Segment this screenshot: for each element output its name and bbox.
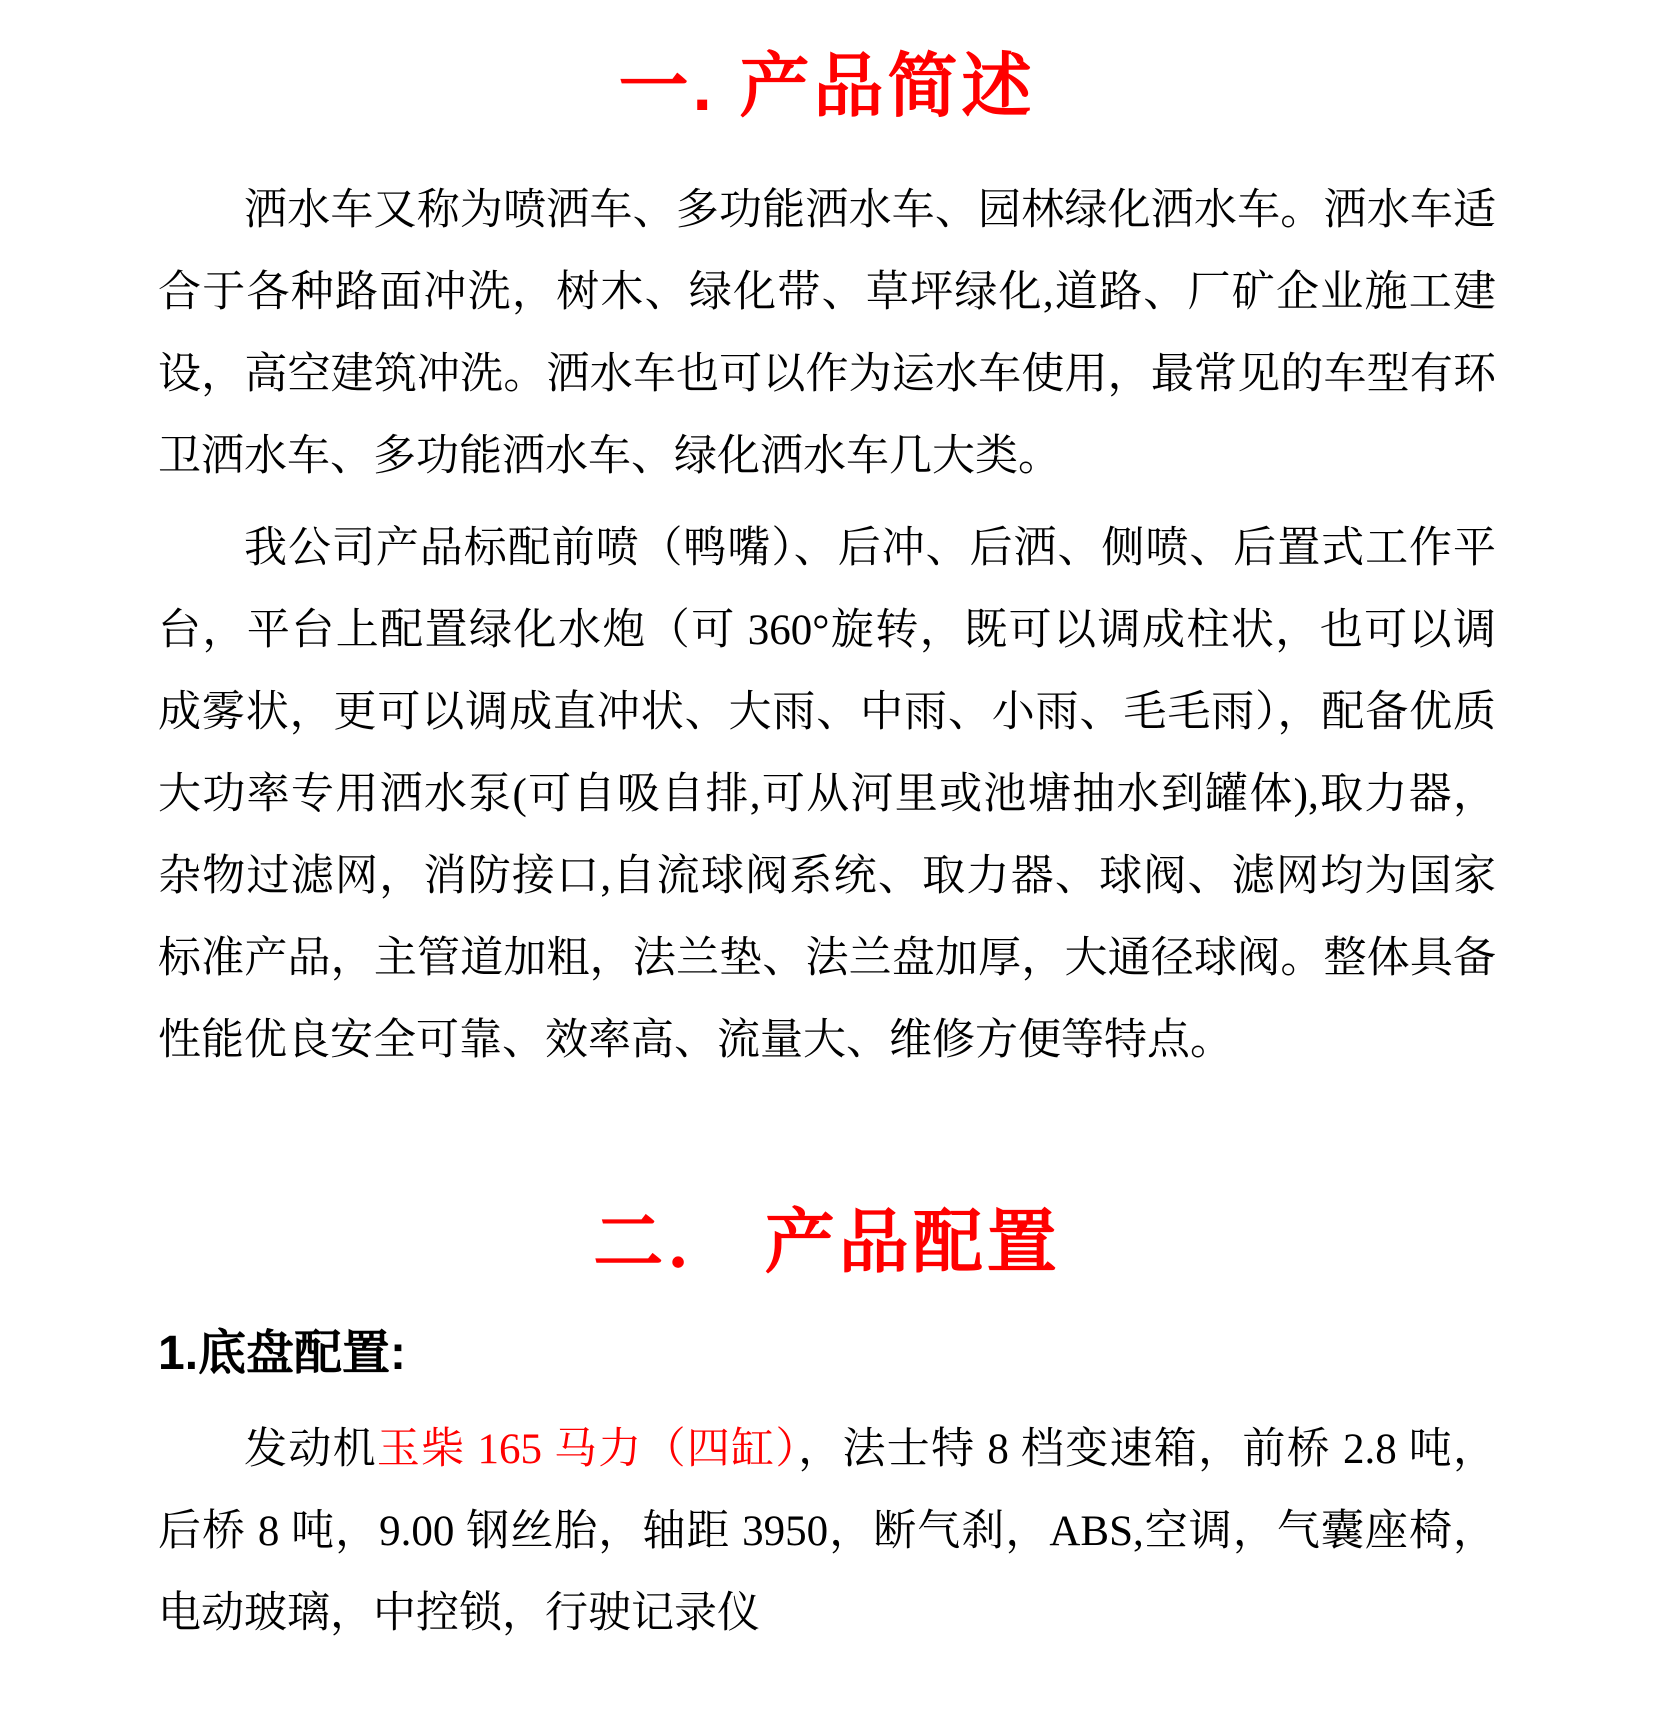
chassis-paragraph-suffix: ，法士特 8 档变速箱，前桥 2.8 吨，后桥 8 吨，9.00 钢丝胎，轴距 3950，断气刹，ABS,空调，气囊座椅，电动玻璃，中控锁，行驶记录仪 bbox=[158, 1425, 1497, 1637]
engine-spec-highlight: 玉柴 165 马力（四缸） bbox=[376, 1425, 799, 1473]
chassis-config-paragraph bbox=[158, 1409, 1496, 1655]
section1-paragraph-2: 我公司产品标配前喷（鸭嘴）、后冲、后洒、侧喷、后置式工作平台，平台上配置绿化水炮（可 360°旋转，既可以调成柱状，也可以调成雾状，更可以调成直冲状、大雨、中雨、小雨、毛毛雨），配备优质大功率专用洒水泵(可自吸自排,可从河里或池塘抽水到罐体),取力器，杂物过滤网，消防接口,自流球阀系统、取力器、球阀、滤网均为国家标准产品，主管道加粗，法兰垫、法兰盘加厚，大通径球阀。整体具备性能优良安全可靠、效率高、流量大、维修方便等特点。 bbox=[158, 524, 1496, 1064]
document-page bbox=[0, 47, 1654, 1735]
section1-heading: 一. 产品简述 bbox=[618, 47, 1036, 125]
section2-heading: 二． 产品配置 bbox=[593, 1202, 1061, 1281]
section1-paragraph-1: 洒水车又称为喷洒车、多功能洒水车、园林绿化洒水车。洒水车适合于各种路面冲洗，树木、绿化带、草坪绿化,道路、厂矿企业施工建设，高空建筑冲洗。洒水车也可以作为运水车使用，最常见的车型有环卫洒水车、多功能洒水车、绿化洒水车几大类。 bbox=[158, 186, 1496, 480]
chassis-config-subheading: 1.底盘配置: bbox=[158, 1327, 407, 1380]
chassis-paragraph-prefix: 发动机 bbox=[244, 1425, 377, 1473]
